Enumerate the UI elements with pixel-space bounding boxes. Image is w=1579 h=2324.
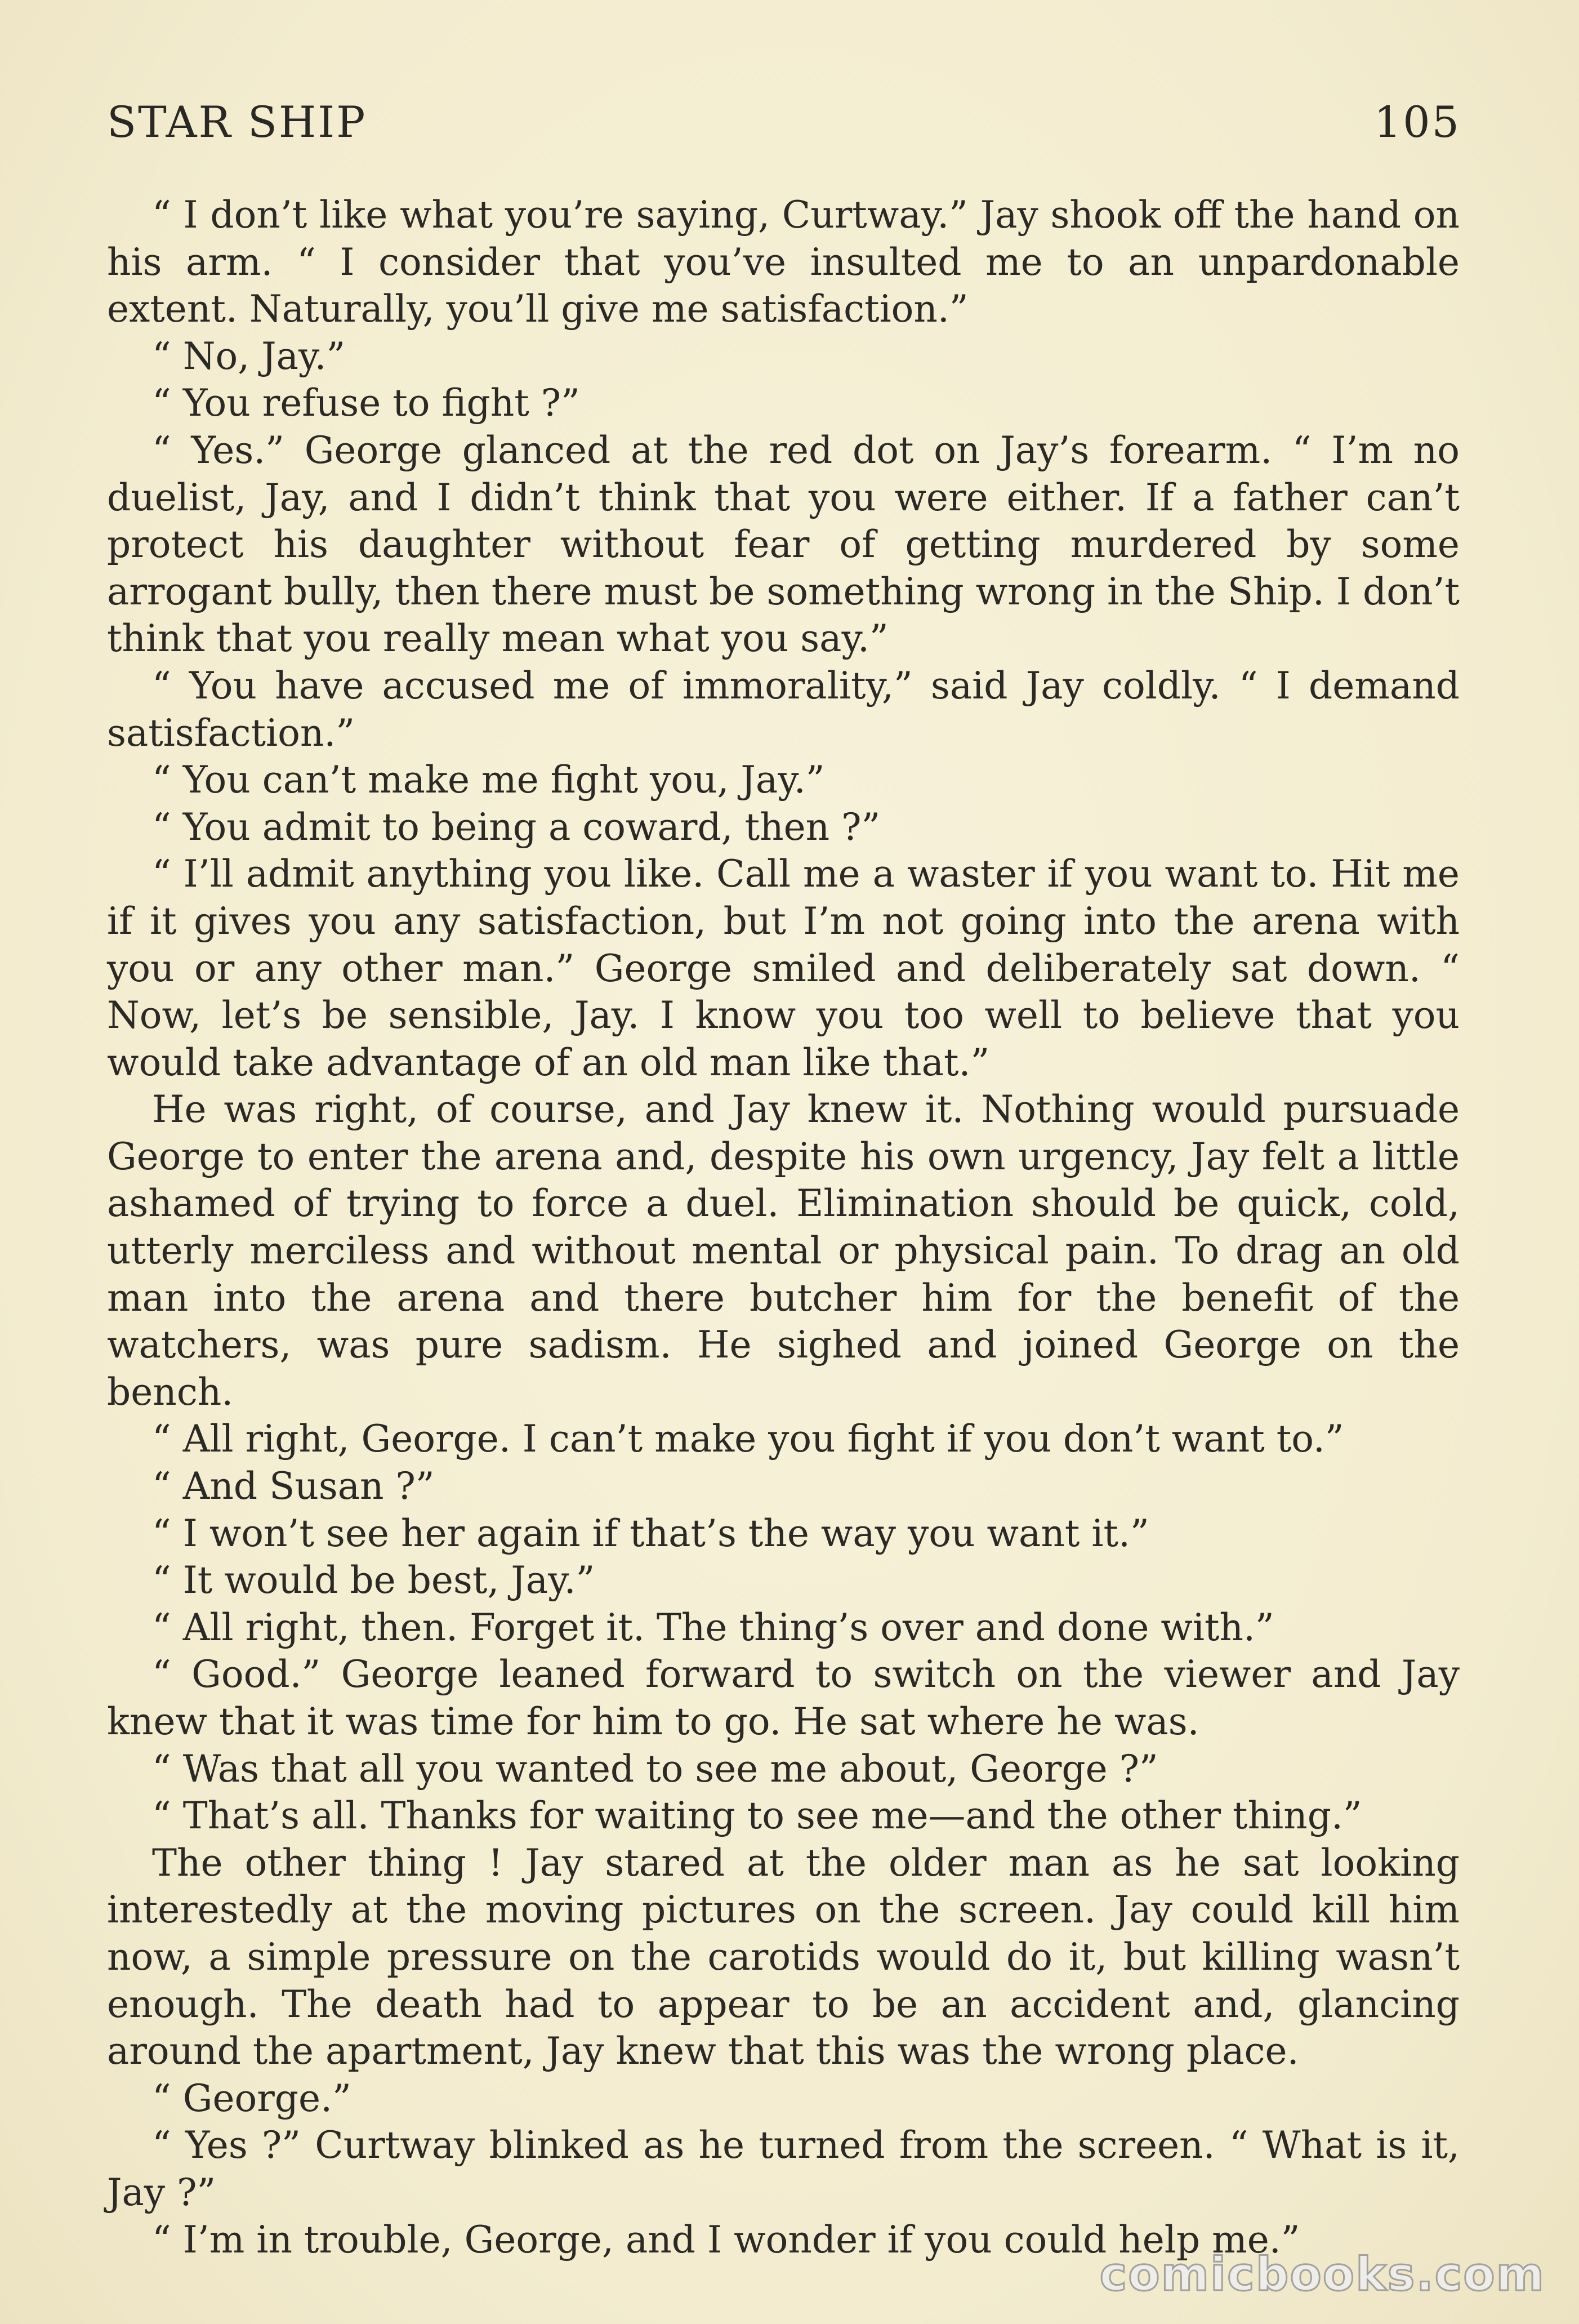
paragraph: “ It would be best, Jay.” [152,1559,595,1602]
paragraph: “ You admit to being a coward, then ?” [152,805,881,849]
paragraph: The other thing ! Jay stared at the older man as he sat looking interestedly at the moving pictures on the screen. Jay could kill him now, a simple pressure on the carotids would do it, but killing wasn’t enough. The death had to appear to be an accident and, glancing around the apartment, Jay knew that this was the wrong place. [107,1841,1460,2073]
paragraph: “ You refuse to fight ?” [152,381,580,425]
running-title: STAR SHIP [107,97,367,147]
paragraph: “ George.” [152,2076,351,2120]
paragraph: “ Good.” George leaned forward to switch on the viewer and Jay knew that it was time for him to go. He sat where he was. [107,1653,1460,1743]
paragraph: “ You have accused me of immorality,” said Jay coldly. “ I demand satisfaction.” [107,664,1460,755]
paragraph: “ I’m in trouble, George, and I wonder if you could help me.” [152,2218,1300,2261]
page-number: 105 [1373,97,1461,147]
paragraph: He was right, of course, and Jay knew it. Nothing would pursuade George to enter the arena and, despite his own urgency, Jay felt a little ashamed of trying to force a duel. Elimination should be quick, cold, utterly merciless and without mental or physical pain. To drag an old man into the arena and there butcher him for the benefit of the watchers, was pure sadism. He sighed and joined George on the bench. [107,1088,1460,1414]
watermark: comicbooks.com [1099,2248,1545,2301]
paragraph: “ All right, George. I can’t make you fight if you don’t want to.” [152,1417,1344,1461]
body-text [107,192,1460,2263]
paragraph: “ I’ll admit anything you like. Call me a waster if you want to. Hit me if it gives you any satisfaction, but I’m not going into the arena with you or any other man.” George smiled and deliberately sat down. “ Now, let’s be sensible, Jay. I know you too well to believe that you would take advantage of an old man like that.” [107,852,1460,1084]
paragraph: “ And Susan ?” [152,1464,435,1508]
paragraph: “ I won’t see her again if that’s the way you want it.” [152,1511,1149,1555]
paragraph: “ Yes.” George glanced at the red dot on Jay’s forearm. “ I’m no duelist, Jay, and I didn’t think that you were either. If a father can’t protect his daughter without fear of getting murdered by some arrogant bully, then there must be something wrong in the Ship. I don’t think that you really mean what you say.” [107,428,1460,661]
paragraph: “ Was that all you wanted to see me about, George ?” [152,1747,1158,1791]
paragraph: “ No, Jay.” [152,334,346,378]
paragraph: “ All right, then. Forget it. The thing’s over and done with.” [152,1605,1274,1649]
paragraph: “ I don’t like what you’re saying, Curtway.” Jay shook off the hand on his arm. “ I consider that you’ve insulted me to an unpardonable extent. Naturally, you’ll give me satisfaction.” [107,193,1460,331]
paragraph: “ You can’t make me fight you, Jay.” [152,758,825,802]
paragraph: “ Yes ?” Curtway blinked as he turned from the screen. “ What is it, Jay ?” [107,2123,1460,2214]
paragraph: “ That’s all. Thanks for waiting to see me—and the other thing.” [152,1794,1362,1838]
page-header [107,97,1461,153]
